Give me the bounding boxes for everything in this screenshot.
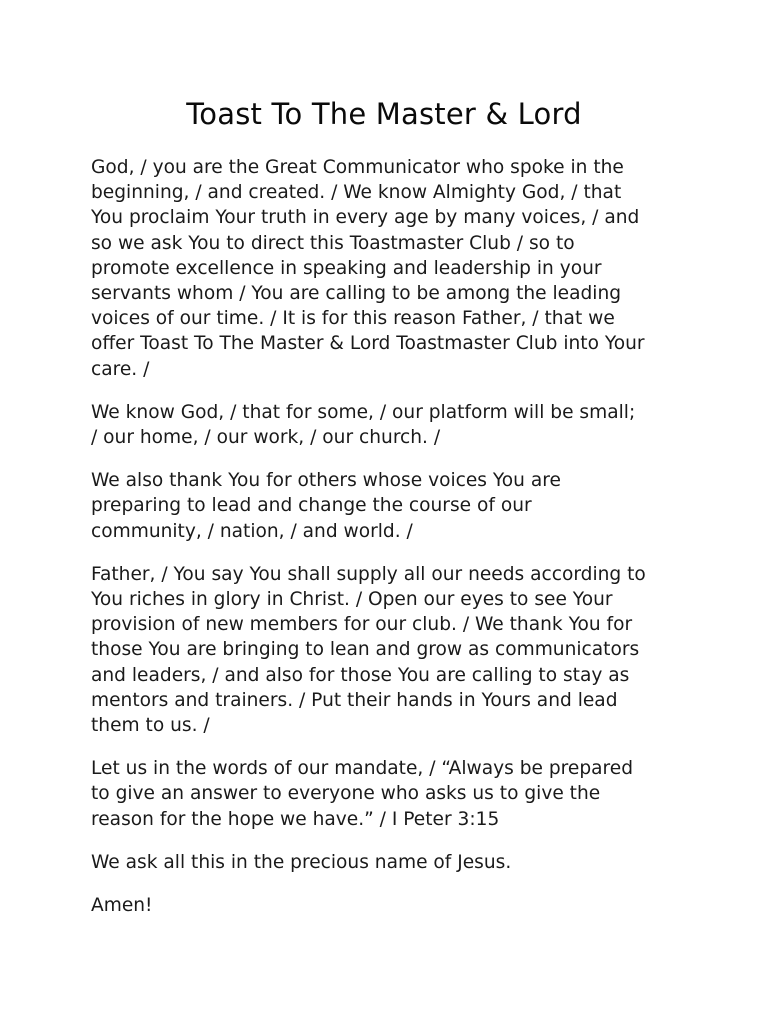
document-body <box>91 155 691 936</box>
paragraph-thanks <box>91 468 691 544</box>
paragraph-mandate <box>91 756 691 832</box>
paragraph-amen <box>91 893 691 918</box>
text-line: to give an answer to everyone who asks us to give the <box>91 783 601 805</box>
text-line: preparing to lead and change the course of our <box>91 495 532 517</box>
paragraph-opening-prayer <box>91 155 691 382</box>
text-line: provision of new members for our club. / We thank You for <box>91 614 633 636</box>
text-line: community, / nation, / and world. / <box>91 520 413 542</box>
text-line: You proclaim Your truth in every age by many voices, / and <box>91 207 640 229</box>
text-line: mentors and trainers. / Put their hands in Yours and lead <box>91 689 618 711</box>
text-line: and leaders, / and also for those You are calling to stay as <box>91 664 630 686</box>
text-line: Amen! <box>91 895 153 917</box>
text-line: beginning, / and created. / We know Almighty God, / that <box>91 182 622 204</box>
text-line: promote excellence in speaking and leadership in your <box>91 257 602 279</box>
text-line: care. / <box>91 358 150 380</box>
text-line: / our home, / our work, / our church. / <box>91 427 441 449</box>
text-line: Father, / You say You shall supply all our needs according to <box>91 563 646 585</box>
document-title: Toast To The Master & Lord <box>186 97 582 131</box>
text-line: reason for the hope we have.” / I Peter 3:15 <box>91 808 500 830</box>
text-line: Let us in the words of our mandate, / “Always be prepared <box>91 758 634 780</box>
text-line: We ask all this in the precious name of Jesus. <box>91 851 512 873</box>
paragraph-provision <box>91 562 691 738</box>
text-line: those You are bringing to lean and grow as communicators <box>91 639 640 661</box>
text-line: them to us. / <box>91 715 210 737</box>
text-line: offer Toast To The Master & Lord Toastmaster Club into Your <box>91 333 645 355</box>
text-line: God, / you are the Great Communicator who spoke in the <box>91 157 624 178</box>
text-line: voices of our time. / It is for this reason Father, / that we <box>91 308 615 330</box>
paragraph-closing <box>91 850 691 875</box>
paragraph-platform <box>91 400 691 450</box>
text-line: so we ask You to direct this Toastmaster Club / so to <box>91 232 575 254</box>
text-line: You riches in glory in Christ. / Open our eyes to see Your <box>91 589 613 611</box>
text-line: servants whom / You are calling to be among the leading <box>91 283 622 305</box>
text-line: We also thank You for others whose voices You are <box>91 470 561 492</box>
text-line: We know God, / that for some, / our platform will be small; <box>91 401 636 423</box>
